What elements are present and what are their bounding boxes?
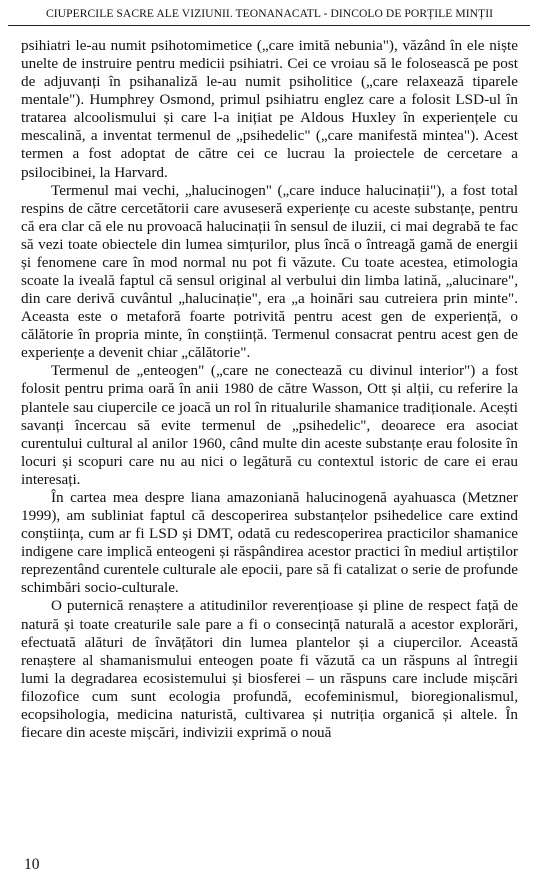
paragraph: În cartea mea despre liana amazoniană halucinogenă ayahuasca (Metzner 1999), am subliniat faptul că descoperirea substanțelor psihedelice care extind conștiința, cum ar fi LSD și DMT, odată cu redescoperirea practicilor shamanice indigene care implică enteogeni și răspândirea acestor practici în mediul artiștilor reprezentând curentele culturale ale epocii, pare să fi catalizat o serie de profunde schimbări socio-culturale. — [21, 488, 518, 597]
body-text — [21, 37, 518, 742]
paragraph: Termenul mai vechi, „halucinogen" („care induce halucinații"), a fost total respins de către cercetătorii care avuseseră experiențe cu aceste substanțe, pentru că era clar că ele nu provoacă halucinații în sensul de iluzii, ci mai degrabă te fac să vezi toate obiectele din lumea simțurilor, plus încă o întreagă gamă de energii și fenomene care în mod normal nu pot fi văzute. Cu toate acestea, etimologia scoate la iveală faptul că sensul original al verbului din limba latină, „alucinare", din care derivă cuvântul „halucinație", era „a hoinări sau cutreiera prin minte". Aceasta este o metaforă foarte potrivită pentru acest gen de experiență, o călătorie în propria minte, în conștiință. Termenul consacrat pentru acest gen de experiențe a devenit chiar „călătorie". — [21, 181, 518, 362]
header-rule — [8, 25, 530, 26]
running-header: CIUPERCILE SACRE ALE VIZIUNII. TEONANACATL - DINCOLO DE PORȚILE MINȚII — [45, 7, 494, 20]
paragraph: psihiatri le-au numit psihotomimetice („care imită nebunia"), văzând în ele niște unelte de instruire pentru medicii psihiatri. Cei ce vroiau să le folosească pe post de adjuvanți în psihanaliză le-au numit psiholitice („care relaxează tiparele mentale"). Humphrey Osmond, primul psihiatru englez care a folosit LSD-ul în tratarea alcoolismului și care l-a inițiat pe Aldous Huxley în experiențele cu mescalină, a inventat termenul de „psihedelic" („care manifestă mintea"). Acest termen a fost adoptat de către cei ce lucrau la proiectele de cercetare a psilocibinei, la Harvard. — [21, 37, 518, 181]
page-number: 10 — [24, 856, 40, 873]
paragraph: Termenul de „enteogen" („care ne conectează cu divinul interior") a fost folosit pentru prima oară în anii 1980 de către Wasson, Ott și alții, cu referire la plantele sau ciupercile ce joacă un rol în ritualurile shamanice tradiționale. Acești savanți încercau să evite termenul de „psihedelic", deoarece era asociat curentului cultural al anilor 1960, când multe din aceste substanțe erau folosite în locuri și scopuri care nu au nici o legătură cu contextul istoric de care ei erau interesați. — [21, 362, 518, 488]
paragraph: O puternică renaștere a atitudinilor reverențioase și pline de respect față de natură și toate creaturile sale pare a fi o consecință naturală a acestor explorări, efectuată alături de învățători din lumea plantelor și a ciupercilor. Această renaștere al shamanismului enteogen poate fi văzută ca un răspuns al întregii lumi la degradarea ecosistemului și biosferei – un răspuns care include mișcări filozofice cum sunt ecologia profundă, ecofeminismul, bioregionalismul, ecopsihologia, medicina naturistă, cultivarea și nutriția organică și altele. În fiecare din aceste mișcări, indivizii exprimă o nouă — [21, 597, 518, 741]
